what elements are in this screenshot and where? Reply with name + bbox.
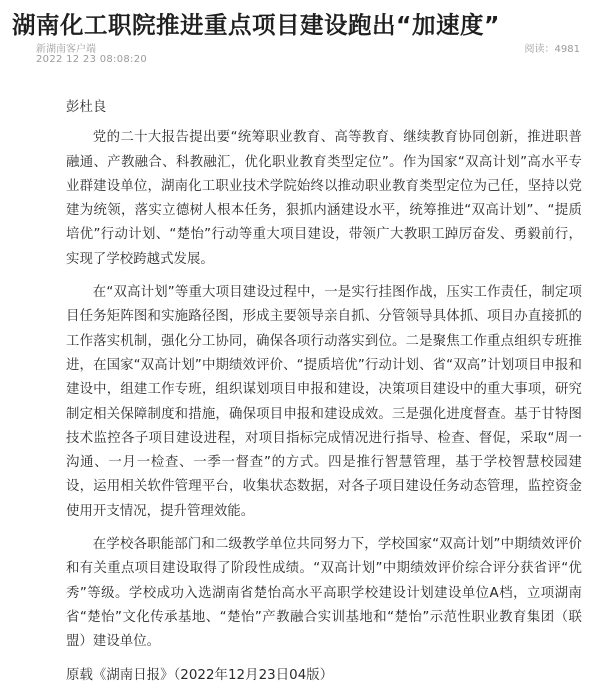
article-paragraph-2: 在“双高计划”等重大项目建设过程中，一是实行挂图作战，压实工作责任，制定项目任务矩阵图和实施路径图，形成主要领导亲自抓、分管领导具体抓、项目办直接抓的工作落实机制，强化分工协同，确保各项行动落实到位。二是聚焦工作重点组织专班推进，在国家“双高计划”中期绩效评价、“提质培优”行动计划、省“双高”计划项目申报和建设中，组建工作专班，组织谋划项目申报和建设，决策项目建设中的重大事项，研究制定相关保障制度和措施，确保项目申报和建设成效。三是强化进度督查。基于甘特图技术监控各子项目建设进程，对项目指标完成情况进行指导、检查、督促，采取“周一沟通、一月一检查、一季一督查”的方式。四是推行智慧管理，基于学校智慧校园建设，运用相关软件管理平台，收集状态数据，对各子项目建设任务动态管理，监控资金使用开支情况，提升管理效能。 bbox=[66, 285, 582, 519]
article-source[interactable]: 新湖南客户端 bbox=[36, 44, 96, 55]
article-datetime: 2022 12 23 08:08:20 bbox=[36, 54, 148, 65]
article-title: 湖南化工职院推进重点项目建设跑出“加速度” bbox=[12, 11, 500, 39]
article-paragraph-3: 在学校各职能部门和二级教学单位共同努力下，学校国家“双高计划”中期绩效评价和有关重点项目建设取得了阶段性成绩。“双高计划”中期绩效评价综合评分获省评“优秀”等级。学校成功入选湖南省楚怡高水平高职学校建设计划建设单位A档，立项湖南省“楚怡”文化传承基地、“楚怡”产教融合实训基地和“楚怡”示范性职业教育集团（联盟）建设单位。 bbox=[66, 537, 582, 650]
read-count: 阅读：4981 bbox=[524, 44, 580, 55]
article-body bbox=[66, 96, 582, 688]
original-source-note: 原载《湖南日报》（2022年12月23日04版） bbox=[66, 667, 334, 683]
article-paragraph-1: 党的二十大报告提出要“统筹职业教育、高等教育、继续教育协同创新，推进职普融通、产教融合、科教融汇，优化职业教育类型定位”。作为国家“双高计划”高水平专业群建设单位，湖南化工职业技术学院始终以推动职业教育类型定位为己任，坚持以党建为统领，落实立德树人根本任务，狠抓内涵建设水平，统筹推进“双高计划”、“提质培优”行动计划、“楚怡”行动等重大项目建设，带领广大教职工踔厉奋发、勇毅前行，实现了学校跨越式发展。 bbox=[66, 130, 582, 267]
article-author: 彭杜良 bbox=[66, 100, 107, 115]
